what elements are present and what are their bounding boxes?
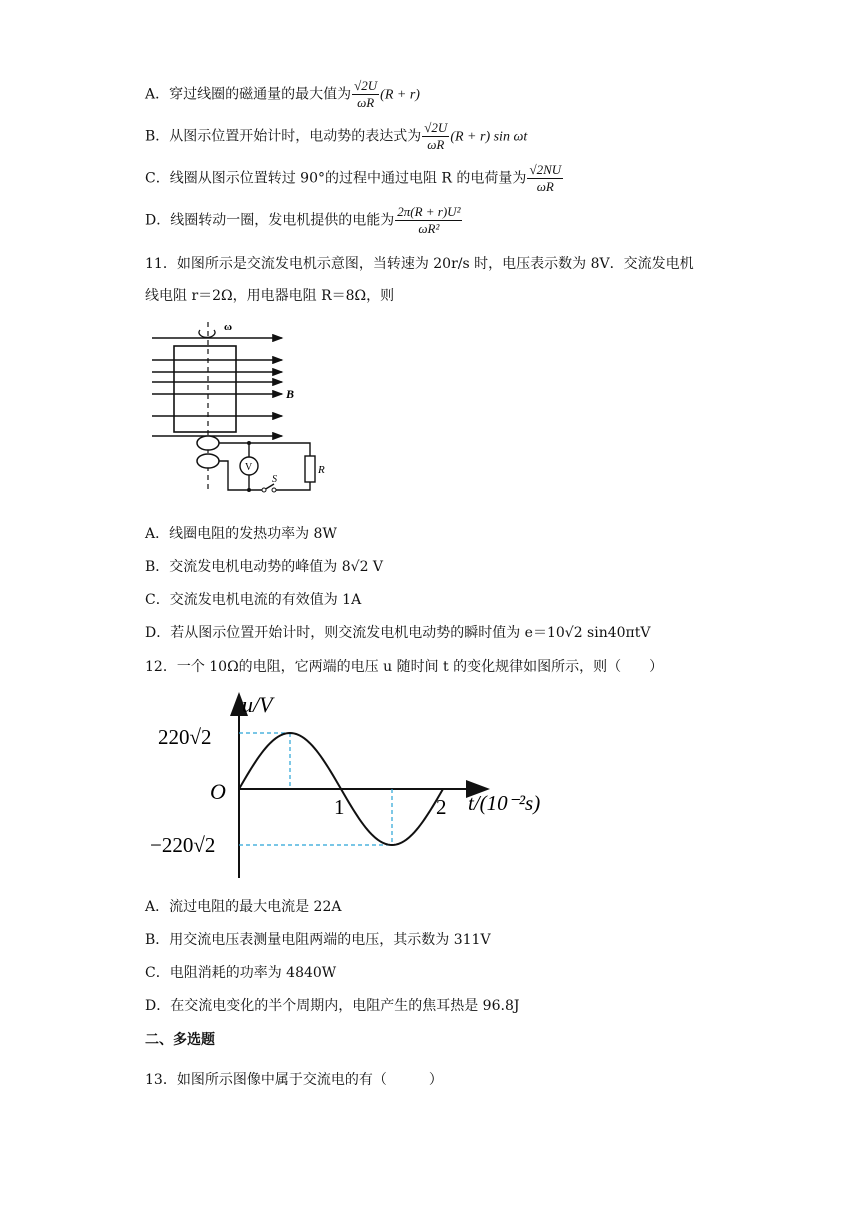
- coil: [174, 346, 236, 432]
- switch-label: S: [272, 474, 277, 485]
- fraction: $\frac{√2U}{\omega R}$: [424, 120, 448, 152]
- resistor-icon: [305, 456, 315, 482]
- q12-option-d: D．在交流电变化的半个周期内，电阻产生的焦耳热是 96.8J: [145, 998, 520, 1014]
- origin-label: O: [210, 779, 226, 804]
- fraction: $\frac{\text{2π(R + r)U²}}{\text{ωR²}}$: [397, 204, 461, 236]
- q12-option-c: C．电阻消耗的功率为 4840W: [145, 965, 337, 981]
- y-axis-label: u/V: [242, 692, 273, 717]
- resistor-label: R: [318, 464, 325, 476]
- switch-contact: [262, 488, 266, 492]
- x-tick-1: 1: [334, 795, 345, 819]
- slip-ring-top: [197, 436, 219, 450]
- q11-stem-line2: 线电阻 r＝2Ω，用电器电阻 R＝8Ω，则: [145, 288, 395, 304]
- slip-ring-bottom: [197, 454, 219, 468]
- q11-option-c: C．交流发电机电流的有效值为 1A: [145, 592, 362, 608]
- omega-label: ω: [224, 321, 233, 333]
- x-tick-2: 2: [436, 795, 447, 819]
- q12-option-b: B．用交流电压表测量电阻两端的电压，其示数为 311V: [145, 932, 491, 948]
- y-max-label: 220√2: [158, 725, 212, 749]
- q12-option-a: A．流过电阻的最大电流是 22A: [145, 899, 342, 915]
- fraction: $\frac{√2NU}{\omega R}$: [529, 162, 562, 194]
- voltage-sine-graph: [150, 686, 580, 882]
- q11-stem-line1: 11．如图所示是交流发电机示意图，当转速为 20r/s 时，电压表示数为 8V．交流发电机: [145, 256, 694, 272]
- x-axis-label: t/(10⁻²s): [468, 791, 541, 815]
- q10-option-b: B．从图示位置开始计时，电动势的表达式为 $\frac{√2U}{\omega R}$ (R + r) sin ωt: [145, 120, 528, 152]
- q11-option-d: D．若从图示位置开始计时，则交流发电机电动势的瞬时值为 e＝10√2 sin40πtV: [145, 625, 651, 641]
- voltmeter-label: V: [245, 462, 253, 473]
- magnetic-field-lines: [152, 338, 282, 436]
- q11-option-b: B．交流发电机电动势的峰值为 8√2 V: [145, 559, 384, 575]
- q10-option-a: A．穿过线圈的磁通量的最大值为 $\frac{√2U}{\omega R}$ (R + r): [145, 78, 420, 110]
- q10-option-d: D．线圈转动一圈，发电机提供的电能为 $\frac{\text{2π(R + r)U²}}{\text{ωR²}}$: [145, 204, 461, 236]
- y-min-label: −220√2: [150, 833, 216, 857]
- b-field-label: B: [286, 387, 295, 401]
- q13-stem: 13．如图所示图像中属于交流电的有（ ）: [145, 1072, 443, 1088]
- rotation-arrow-icon: [199, 330, 215, 337]
- q12-stem: 12．一个 10Ω的电阻，它两端的电压 u 随时间 t 的变化规律如图所示，则（ ）: [145, 659, 664, 675]
- fraction: $\frac{√2U}{\omega R}$: [354, 78, 378, 110]
- circuit-wires: [219, 443, 310, 490]
- section-heading: 二、多选题: [145, 1032, 215, 1048]
- generator-diagram: [148, 316, 328, 498]
- q11-option-a: A．线圈电阻的发热功率为 8W: [145, 526, 337, 542]
- switch-contact: [272, 488, 276, 492]
- q10-option-c: C．线圈从图示位置转过 90°的过程中通过电阻 R 的电荷量为 $\frac{√2NU}{\omega R}$: [145, 162, 562, 194]
